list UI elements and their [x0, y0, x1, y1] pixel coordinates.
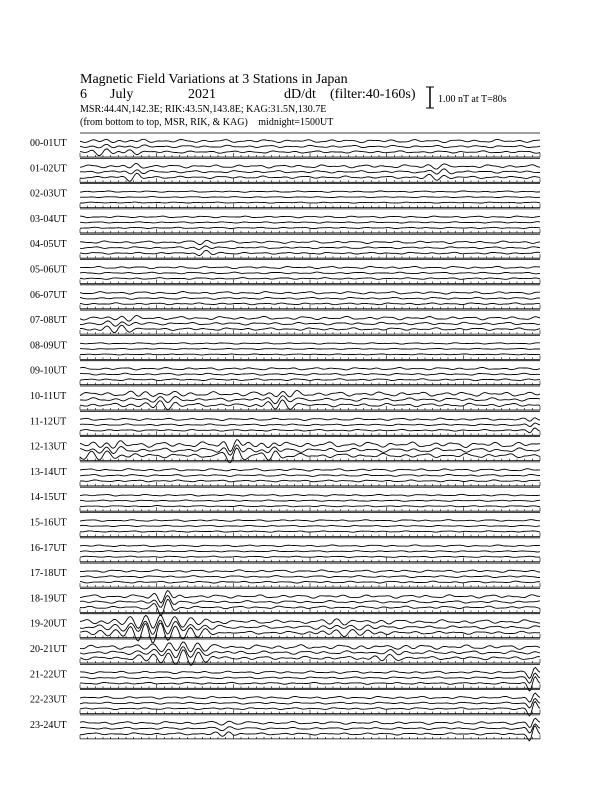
minute-ticks — [80, 608, 540, 612]
trace-rik — [80, 373, 540, 375]
trace-rik — [80, 576, 540, 578]
station-order-note: (from bottom to top, MSR, RIK, & KAG) — [80, 117, 248, 128]
trace-row — [30, 437, 540, 463]
trace-rik — [80, 144, 540, 148]
trace-kag — [80, 216, 540, 218]
trace-msr — [80, 379, 540, 381]
row-label: 19-20UT — [30, 618, 67, 630]
trace-row — [30, 184, 540, 208]
minute-ticks — [80, 735, 540, 739]
trace-row — [30, 563, 540, 587]
trace-row — [30, 513, 540, 537]
trace-rik — [80, 474, 540, 476]
row-label: 00-01UT — [30, 138, 67, 149]
midnight-note: midnight=1500UT — [258, 117, 334, 128]
row-label: 22-23UT — [30, 694, 67, 706]
trace-msr — [80, 531, 540, 532]
trace-kag — [80, 591, 540, 603]
trace-row — [30, 133, 540, 157]
trace-rik — [80, 724, 540, 733]
minute-ticks — [80, 178, 540, 182]
trace-rik — [80, 348, 540, 349]
trace-msr — [80, 278, 540, 280]
row-label: 16-17UT — [30, 542, 67, 554]
trace-rik — [80, 222, 540, 223]
trace-msr — [80, 303, 540, 305]
trace-rik — [80, 197, 540, 198]
row-label: 06-07UT — [30, 289, 67, 301]
trace-row — [30, 639, 540, 665]
trace-msr — [80, 556, 540, 557]
trace-msr — [80, 202, 540, 203]
trace-msr — [80, 581, 540, 583]
row-label: 20-21UT — [30, 644, 67, 655]
trace-kag — [80, 469, 540, 472]
row-label: 14-15UT — [30, 492, 67, 504]
trace-rik — [80, 423, 540, 426]
row-label: 23-24UT — [30, 719, 67, 731]
trace-row — [30, 690, 540, 716]
date-month: July — [110, 87, 134, 102]
row-label: 09-10UT — [30, 365, 67, 377]
trace-row — [30, 538, 540, 562]
minute-ticks — [80, 533, 540, 537]
trace-kag — [80, 343, 540, 344]
trace-msr — [80, 480, 540, 482]
trace-kag — [80, 266, 540, 268]
trace-row — [30, 158, 540, 182]
row-label: 02-03UT — [30, 188, 67, 200]
trace-rik — [80, 525, 540, 526]
trace-rik — [80, 169, 540, 174]
row-label: 07-08UT — [30, 315, 67, 327]
row-label: 21-22UT — [30, 669, 67, 681]
trace-kag — [80, 418, 540, 421]
row-label: 17-18UT — [30, 568, 67, 580]
trace-rik — [80, 297, 540, 299]
trace-row — [30, 386, 540, 410]
date-year: 2021 — [188, 87, 216, 102]
station-coordinates: MSR:44.4N,142.3E; RIK:43.5N,143.8E; KAG:31.5N,130.7E — [80, 104, 327, 115]
row-label: 15-16UT — [30, 517, 67, 529]
trace-row — [30, 487, 540, 511]
minute-ticks — [80, 406, 540, 410]
minute-ticks — [80, 330, 540, 334]
trace-row — [30, 285, 540, 309]
trace-msr — [80, 677, 540, 691]
trace-rik — [80, 321, 540, 326]
filter-label: (filter:40-160s) — [330, 87, 416, 102]
minute-ticks — [80, 305, 540, 309]
minute-ticks — [80, 204, 540, 208]
minute-ticks — [80, 355, 540, 359]
trace-rik — [80, 551, 540, 552]
minute-ticks — [80, 431, 540, 435]
trace-row — [30, 614, 540, 643]
row-label: 13-14UT — [30, 466, 67, 478]
trace-kag — [80, 642, 540, 652]
trace-rik — [80, 699, 540, 708]
trace-kag — [80, 693, 540, 702]
trace-rik — [80, 396, 540, 404]
trace-kag — [80, 718, 540, 727]
trace-row — [30, 260, 540, 284]
minute-ticks — [80, 254, 540, 258]
trace-row — [30, 310, 540, 334]
quantity-label: dD/dt — [284, 87, 316, 102]
minute-ticks — [80, 381, 540, 385]
trace-kag — [80, 191, 540, 192]
trace-row — [30, 335, 540, 359]
chart-title: Magnetic Field Variations at 3 Stations in Japan — [80, 72, 348, 87]
trace-rik — [80, 246, 540, 250]
trace-row — [30, 234, 540, 258]
minute-ticks — [80, 153, 540, 157]
minute-ticks — [80, 583, 540, 587]
trace-row — [30, 361, 540, 385]
trace-kag — [80, 545, 540, 547]
trace-kag — [80, 292, 540, 295]
trace-row — [30, 209, 540, 233]
trace-msr — [80, 506, 540, 507]
trace-rik — [80, 673, 540, 683]
trace-row — [30, 715, 540, 741]
minute-ticks — [80, 280, 540, 284]
trace-kag — [80, 316, 540, 322]
row-label: 11-12UT — [30, 416, 67, 428]
trace-kag — [80, 139, 540, 142]
minute-ticks — [80, 684, 540, 688]
trace-row — [30, 664, 540, 691]
minute-ticks — [80, 507, 540, 511]
row-label: 18-19UT — [30, 593, 67, 605]
trace-kag — [80, 164, 540, 170]
trace-row — [30, 411, 540, 435]
trace-kag — [80, 240, 540, 244]
date-day: 6 — [80, 87, 87, 102]
trace-msr — [80, 354, 540, 355]
row-label: 01-02UT — [30, 163, 67, 175]
minute-ticks — [80, 558, 540, 562]
trace-rik — [80, 445, 540, 455]
trace-row — [30, 588, 540, 615]
minute-ticks — [80, 482, 540, 486]
trace-rik — [80, 272, 540, 274]
minute-ticks — [80, 710, 540, 714]
scale-label: 1.00 nT at T=80s — [438, 94, 507, 105]
row-label: 03-04UT — [30, 213, 67, 225]
trace-kag — [80, 520, 540, 522]
minute-ticks — [80, 457, 540, 461]
trace-row — [30, 462, 540, 486]
row-label: 12-13UT — [30, 441, 67, 453]
row-label: 10-11UT — [30, 391, 67, 402]
row-label: 05-06UT — [30, 264, 67, 276]
trace-kag — [80, 367, 540, 370]
trace-kag — [80, 494, 540, 496]
trace-kag — [80, 570, 540, 573]
row-label: 04-05UT — [30, 239, 67, 251]
row-label: 08-09UT — [30, 340, 67, 352]
trace-rik — [80, 500, 540, 501]
minute-ticks — [80, 229, 540, 233]
trace-msr — [80, 227, 540, 228]
trace-kag — [80, 391, 540, 397]
